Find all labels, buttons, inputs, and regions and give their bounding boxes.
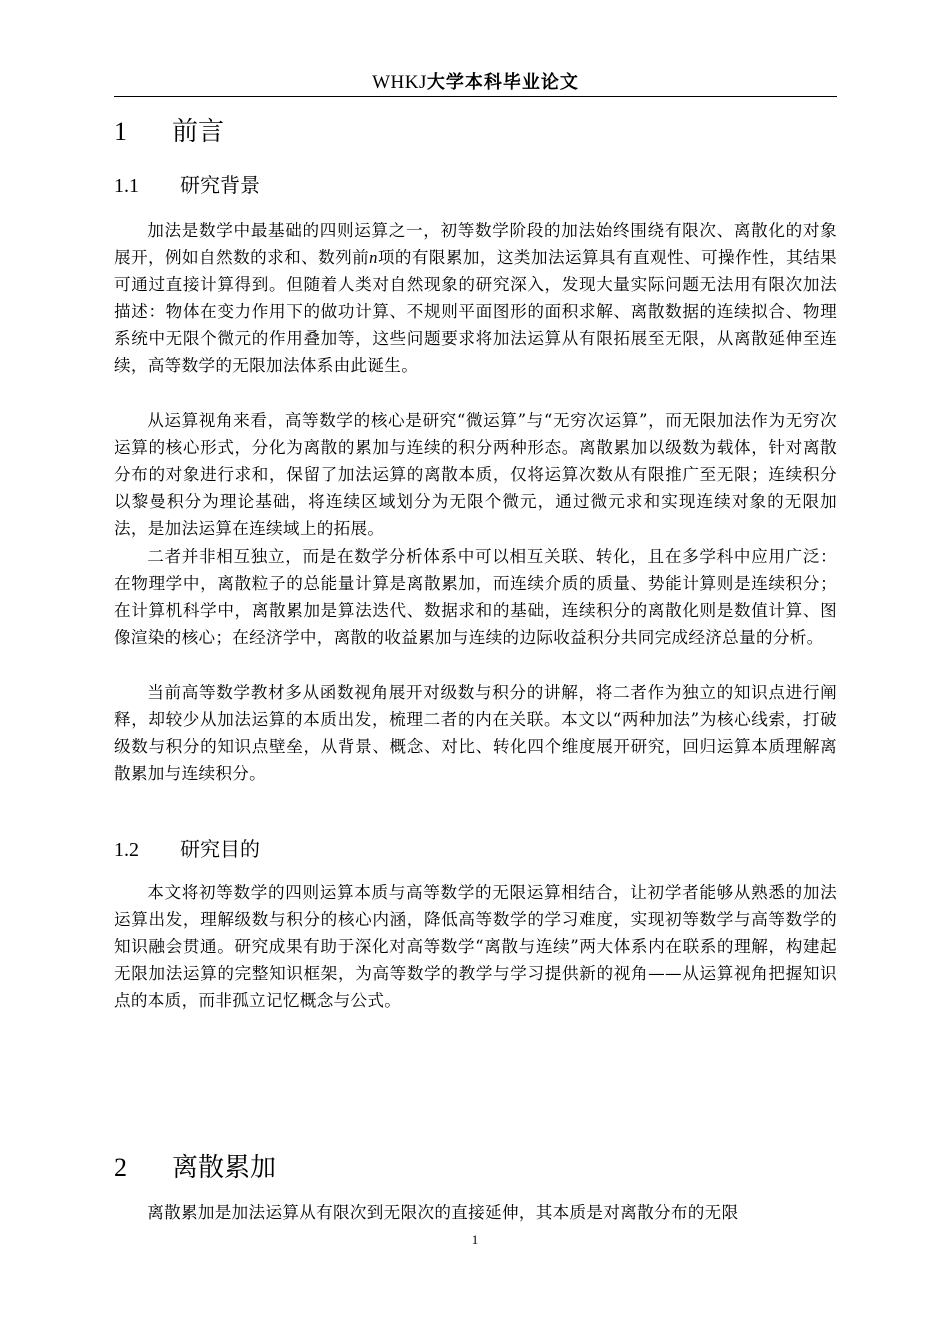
section-number: 1.1 [114, 175, 139, 197]
header-title [372, 71, 579, 93]
paragraph-background-1 [114, 217, 837, 379]
paragraph-background-2: 从运算视角来看，高等数学的核心是研究“微运算”与“无穷次运算”，而无限加法作为无穷次运算的核心形式，分化为离散的累加与连续的积分两种形态。离散累加以级数为载体，针对离散分布的对象进行求和，保留了加法运算的离散本质，仅将运算次数从有限推广至无限；连续积分以黎曼积分为理论基础，将连续区域划分为无限个微元，通过微元求和实现连续对象的无限加法，是加法运算在连续域上的拓展。 [114, 411, 837, 538]
section-number: 2 [114, 1153, 127, 1182]
heading-section-2 [114, 1150, 276, 1186]
section-number: 1.2 [114, 839, 139, 861]
page-header [114, 68, 837, 97]
section-title: 研究目的 [180, 837, 260, 861]
variable-n: n [369, 248, 378, 267]
section-number: 1 [114, 117, 127, 146]
paragraph-background-3: 二者并非相互独立，而是在数学分析体系中可以相互关联、转化，且在多学科中应用广泛：在物理学中，离散粒子的总能量计算是离散累加，而连续介质的质量、势能计算则是连续积分；在计算机科学中，离散累加是算法迭代、数据求和的基础，连续积分的离散化则是数值计算、图像渲染的核心；在经济学中，离散的收益累加与连续的边际收益积分共同完成经济总量的分析。 [114, 547, 837, 647]
paragraph-discrete-sum: 离散累加是加法运算从有限次到无限次的直接延伸，其本质是对离散分布的无限 [147, 1203, 739, 1222]
heading-section-1-2 [114, 835, 260, 864]
paragraph-purpose: 本文将初等数学的四则运算本质与高等数学的无限运算相结合，让初学者能够从熟悉的加法运算出发，理解级数与积分的核心内涵，降低高等数学的学习难度，实现初等数学与高等数学的知识融会贯通。研究成果有助于深化对高等数学“离散与连续”两大体系内在联系的理解，构建起无限加法运算的完整知识框架，为高等数学的教学与学习提供新的视角——从运算视角把握知识点的本质，而非孤立记忆概念与公式。 [114, 883, 837, 1010]
paragraph-text: 项的有限累加，这类加法运算具有直观性、可操作性，其结果可通过直接计算得到。但随着人类对自然现象的研究深入，发现大量实际问题无法用有限次加法描述：物体在变力作用下的做功计算、不规则平面图形的面积求解、离散数据的连续拟合、物理系统中无限个微元的作用叠加等，这些问题要求将加法运算从有限拓展至无限，从离散延伸至连续，高等数学的无限加法体系由此诞生。 [114, 248, 837, 375]
heading-section-1-1 [114, 171, 260, 200]
section-title: 离散累加 [172, 1153, 277, 1183]
header-chinese-title: 大学本科毕业论文 [426, 72, 579, 93]
paragraph-background-4: 当前高等数学教材多从函数视角展开对级数与积分的讲解，将二者作为独立的知识点进行阐释，却较少从加法运算的本质出发，梳理二者的内在关联。本文以“两种加法”为核心线索，打破级数与积分的知识点壁垒，从背景、概念、对比、转化四个维度展开研究，回归运算本质理解离散累加与连续积分。 [114, 683, 837, 783]
heading-section-1 [114, 114, 224, 150]
page-number: 1 [471, 1232, 479, 1247]
header-latin: WHKJ [372, 72, 427, 93]
section-title: 前言 [172, 117, 225, 147]
section-title: 研究背景 [180, 173, 260, 197]
paragraph-text: 加法是数学中最基础的四则运算之一，初等数学阶段的加法始终围绕有限次、离散化的对象展开，例如自然数的求和、数列前 [114, 221, 837, 267]
